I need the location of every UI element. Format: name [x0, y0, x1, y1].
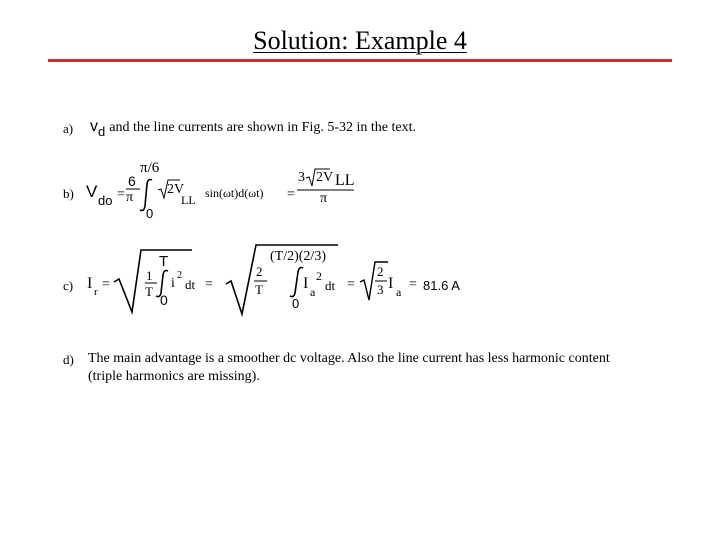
integrand-b-sub: LL [181, 193, 196, 207]
one-over-t-num: 1 [146, 268, 153, 283]
lower-limit-b: 0 [146, 206, 154, 221]
slide-title-text: Solution: Example 4 [253, 26, 467, 55]
equals-c2: = [205, 277, 213, 292]
equals-c4: = [409, 277, 417, 292]
radical-c1 [114, 250, 192, 312]
one-over-t-den: T [145, 284, 153, 299]
equals-c1: = [102, 277, 110, 292]
upper-limit-c1: T [159, 253, 169, 270]
dt-c2: dt [325, 278, 336, 293]
radical-b2 [306, 169, 330, 186]
integral-sign-c1 [156, 271, 168, 297]
ir-symbol: I [87, 275, 93, 292]
six-over-pi-num: 6 [128, 173, 136, 189]
result-b-sub: LL [335, 172, 355, 189]
two-thirds-den: 3 [377, 282, 384, 297]
radical-c2 [226, 245, 338, 314]
radical-b1 [158, 180, 180, 198]
equals-b1: = [117, 187, 125, 202]
two-over-t-den: T [255, 282, 263, 297]
part-a-text: and the line currents are shown in Fig. 5-32 in the text. [109, 120, 416, 135]
part-b-label: b) [63, 186, 74, 201]
upper-limit-c2: (T/2)(2/3) [270, 249, 326, 264]
result-c: 81.6 A [423, 278, 460, 293]
two-thirds-num: 2 [377, 264, 384, 279]
ia-symbol: I [388, 275, 394, 292]
result-b-root: 2V [316, 170, 334, 185]
integral-sign-b [140, 180, 152, 211]
integrand-b-root: 2V [167, 182, 185, 197]
part-d-label: d) [63, 352, 74, 367]
integrand-c2-sub: a [310, 285, 316, 299]
equals-c3: = [347, 277, 355, 292]
equals-b2: = [287, 187, 295, 202]
vd-symbol: v [90, 118, 98, 135]
integrand-c1-sup: 2 [177, 270, 182, 281]
part-c-label: c) [63, 278, 74, 293]
integrand-c1: i [171, 276, 175, 291]
lower-limit-c2: 0 [292, 296, 300, 311]
result-b-den: π [320, 191, 328, 206]
result-b-coef: 3 [298, 170, 305, 185]
integrand-c2-sup: 2 [316, 269, 322, 283]
integral-sign-c2 [290, 268, 303, 297]
ia-subscript: a [396, 285, 402, 299]
six-over-pi-den: π [126, 190, 134, 205]
integrand-c2: I [303, 275, 309, 292]
ir-subscript: r [94, 286, 98, 298]
integrand-b-tail: sin(ωt)d(ωt) [205, 186, 264, 200]
vdo-symbol: V [86, 182, 98, 201]
part-d-line-2: (triple harmonics are missing). [88, 369, 260, 384]
upper-limit-b: π/6 [140, 160, 160, 176]
part-d-line-1: The main advantage is a smoother dc voltage. Also the line current has less harmonic content [88, 351, 610, 366]
dt-c1: dt [185, 277, 196, 292]
two-over-t-num: 2 [256, 264, 263, 279]
part-a-label: a) [63, 121, 74, 136]
lower-limit-c1: 0 [160, 292, 168, 308]
vdo-subscript: do [98, 193, 113, 208]
vd-subscript: d [98, 124, 106, 139]
